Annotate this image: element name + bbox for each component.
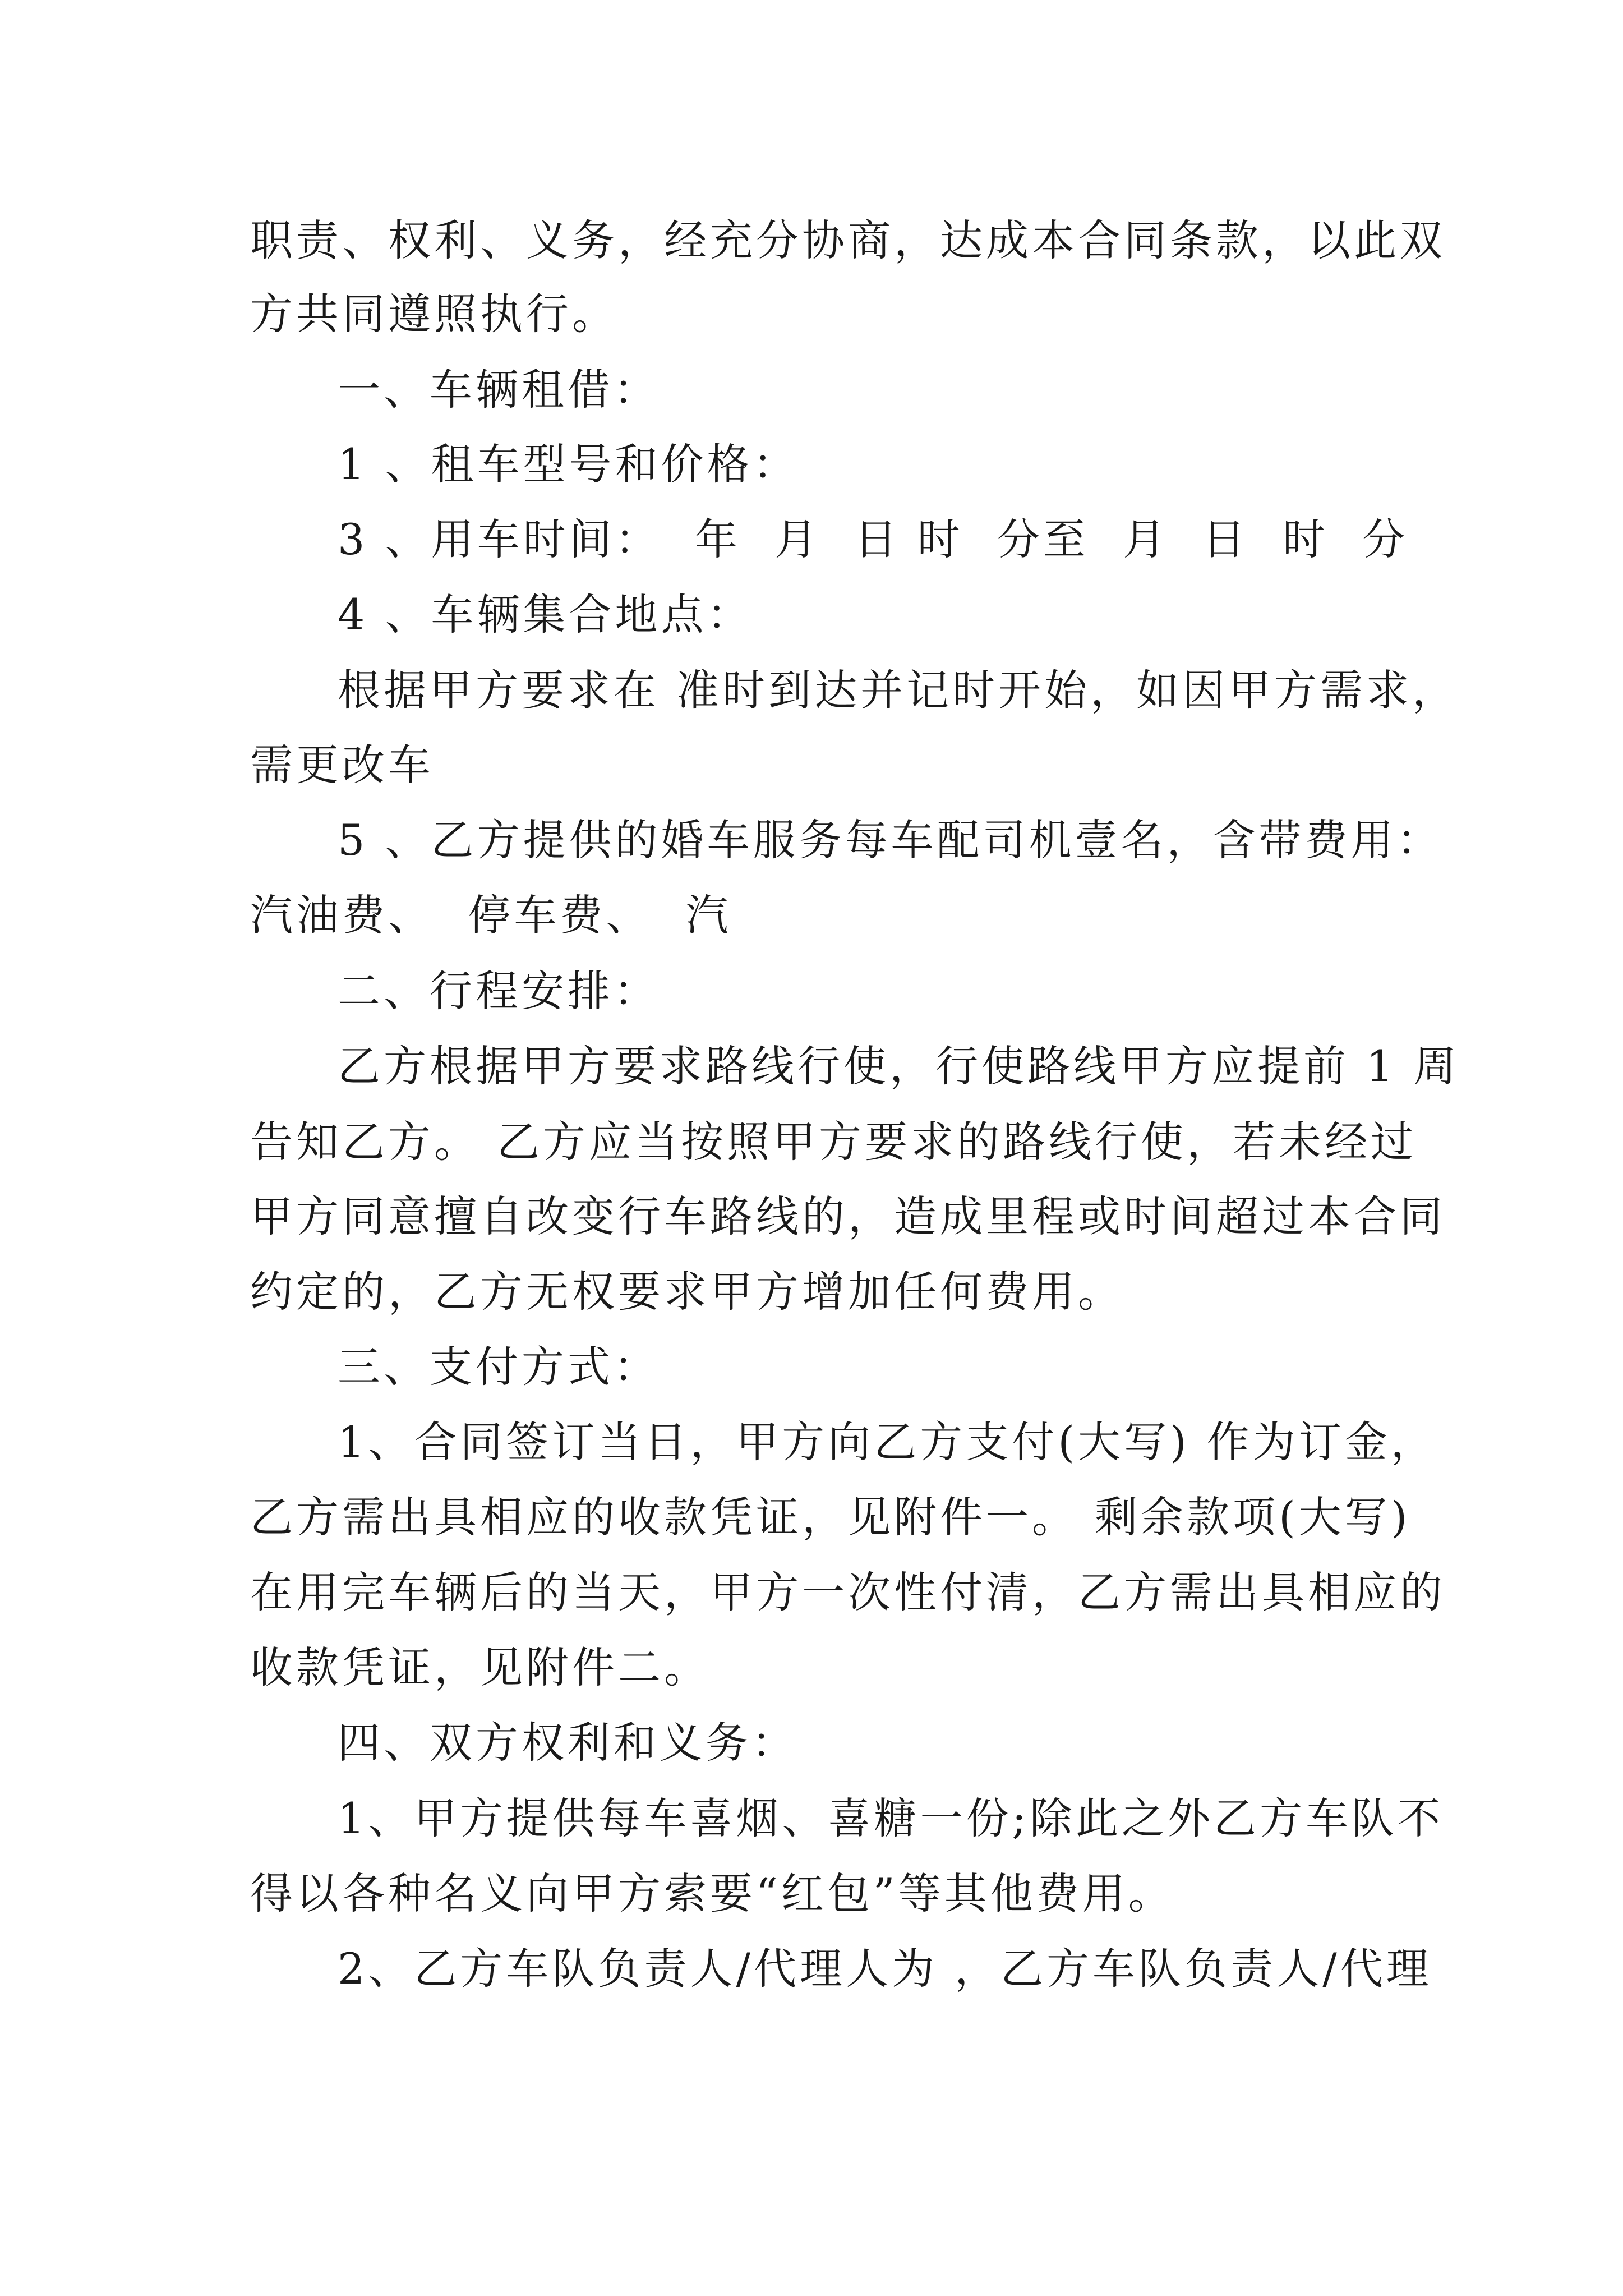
paragraph-line: 乙方需出具相应的收款凭证，见附件一。 剩余款项(大写) (250, 1492, 1411, 1542)
paragraph-line: 在用完车辆后的当天，甲方一次性付清，乙方需出具相应的 (250, 1567, 1446, 1617)
paragraph-line: 职责、权利、义务，经充分协商，达成本合同条款，以此双 (250, 215, 1446, 265)
section-heading: 三、支付方式： (338, 1342, 660, 1392)
section-heading: 一、车辆租借： (338, 365, 660, 415)
paragraph-line: 汽油费、 停车费、 汽 (250, 890, 732, 940)
paragraph-line: 约定的，乙方无权要求甲方增加任何费用。 (250, 1267, 1124, 1317)
section-heading: 四、双方权利和义务： (338, 1718, 797, 1768)
paragraph-line: 甲方同意擅自改变行车路线的，造成里程或时间超过本合同 (250, 1191, 1446, 1241)
clause-line: 4 、车辆集合地点： (338, 590, 753, 639)
paragraph-line: 告知乙方。 乙方应当按照甲方要求的路线行使，若未经过 (250, 1117, 1417, 1167)
clause-line: 1 、租车型号和价格： (338, 439, 799, 489)
clause-line: 3 、用车时间： 年 月 日 时 分至 月 日 时 分 (338, 514, 1409, 564)
paragraph-line: 收款凭证，见附件二。 (250, 1642, 710, 1692)
clause-line: 1、甲方提供每车喜烟、喜糖一份;除此之外乙方车队不 (338, 1793, 1444, 1843)
clause-line: 1、合同签订当日，甲方向乙方支付(大写) 作为订金， (338, 1417, 1437, 1467)
clause-line: 5 、乙方提供的婚车服务每车配司机壹名，含带费用： (338, 815, 1443, 865)
paragraph-line: 得以各种名义向甲方索要“红包”等其他费用。 (250, 1869, 1174, 1918)
paragraph-line: 方共同遵照执行。 (250, 289, 618, 339)
paragraph-line: 乙方根据甲方要求路线行使，行使路线甲方应提前 1 周 (338, 1041, 1460, 1091)
clause-line: 2、乙方车队负责人/代理人为 ，乙方车队负责人/代理 (338, 1944, 1432, 1994)
paragraph-line: 需更改车 (250, 740, 434, 790)
paragraph-line: 根据甲方要求在 准时到达并记时开始，如因甲方需求， (338, 665, 1459, 715)
section-heading: 二、行程安排： (338, 966, 660, 1016)
